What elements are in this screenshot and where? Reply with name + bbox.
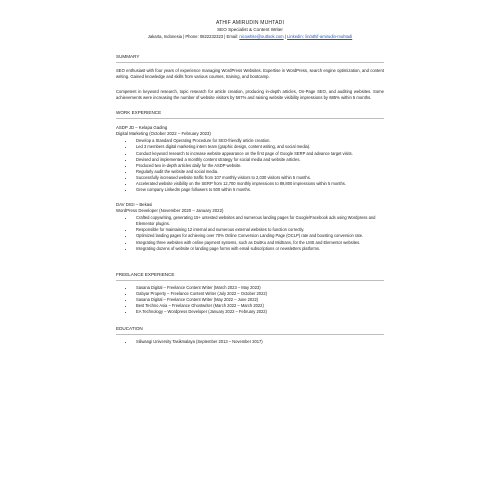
job-company: ASDP JD – Kelapa Gading xyxy=(116,125,168,131)
email-link[interactable]: nicowhite@outlook.com xyxy=(239,33,284,39)
list-item: • Accelerated website visibility on the SERP from 12,700 monthly impressions to 89,800 impressions within 5 months. xyxy=(134,181,384,187)
contact-location-phone: Jakarta, Indonesia | Phone: 0822232323 | Email: xyxy=(147,33,240,39)
list-item: • Develop a Standard Operating Procedure for SEO-friendly article creation. xyxy=(134,138,384,144)
job-position: Digital Marketing (October 2022 – February 2023) xyxy=(116,131,211,137)
job-entry xyxy=(116,202,384,252)
list-item: • Best Techno Asia – Freelance Ghostwriter (March 2022 – March 2022) xyxy=(134,303,384,309)
summary-paragraph: Competent in keyword research, topic research for article creation, producing in-depth articles, On-Page SEO, and auditing websites. Some achievements were increasing the number of website visitors by 567% and raising website visibility impressions by 685% within 5 months. xyxy=(116,88,384,101)
list-item: • Integrating dozens of website or landing page forms with email subscriptions or newsletters platforms. xyxy=(134,246,384,252)
candidate-name: ATHIF AMIRUDIN MUHTADI xyxy=(215,20,285,26)
job-company: DAV DIGI – Bekasi xyxy=(116,202,153,208)
resume-header xyxy=(116,20,384,40)
list-item: • Grew company LinkedIn page followers to 500 within 5 months. xyxy=(134,187,384,193)
summary-heading: SUMMARY xyxy=(116,54,384,63)
list-item: • Devised and implemented a monthly content strategy for social media and website articles. xyxy=(134,157,384,163)
job-bullets xyxy=(116,215,384,252)
freelance-list xyxy=(116,285,384,315)
job-bullets xyxy=(116,138,384,193)
candidate-role: SEO Specialist & Content Writer xyxy=(217,27,283,32)
summary-paragraph: SEO enthusiast with four years of experience managing WordPress Websites. Expertise in WordPress, search engine optimization, and content writing. Gained knowledge and skills from various courses, training, and bootcamp. xyxy=(116,67,384,79)
list-item: • Responsible for maintaining 12 internal and numerous external websites to function correctly. xyxy=(134,227,384,233)
linkedin-link[interactable]: Linkedin: /in/athif-amirudin-muhtadi xyxy=(287,33,353,39)
list-item: • Integrating three websites with online payment systems, such as DuitKu and Midtrans, for the LMS and Elementor websites. xyxy=(134,240,384,246)
list-item: • Regularly audit the website and social media. xyxy=(134,169,384,175)
list-item: • Successfully increased website traffic from 107 monthly visitors to 2,030 visitors within 5 months. xyxy=(134,175,384,181)
job-position: WordPress Developer (November 2020 – January 2022) xyxy=(116,208,224,214)
list-item: • Sasana Digital – Freelance Content Writer (March 2023 – May 2023) xyxy=(134,285,384,291)
list-item: • EA Technology – Wordpress Developer (January 2022 – February 2022) xyxy=(134,309,384,315)
list-item: • Conduct keyword research to increase website appearance on the first page of Google SERP and advance target visits. xyxy=(134,151,384,157)
list-item: • Sasana Digital – Freelance Content Writer (May 2022 – June 2022) xyxy=(134,297,384,303)
list-item: • Crafted copywriting, generating 15+ untested websites and numerous landing pages for Google/Facebook ads using Wordpress and Elementor plugins. xyxy=(134,215,384,227)
education-list xyxy=(116,339,384,345)
list-item: • Led 3 members digital marketing intern team (graphic design, content writing, and social media). xyxy=(134,144,384,150)
contact-separator: | xyxy=(283,33,288,39)
list-item: • Gabyar Property – Freelance Content Writer (July 2022 – October 2022) xyxy=(134,291,384,297)
freelance-heading: FREELANCE EXPERIENCE xyxy=(116,272,384,281)
list-item: • Produced two in-depth articles daily for the ASDP website. xyxy=(134,163,384,169)
job-entry xyxy=(116,125,384,193)
education-heading: EDUCATION xyxy=(116,326,384,335)
work-heading: WORK EXPERIENCE xyxy=(116,110,384,119)
list-item: • Optimized landing pages for achieving over 70% Online Conversion Landing Page (OCLP) rate and boosting conversion rate. xyxy=(134,233,384,239)
contact-line xyxy=(116,34,384,40)
list-item: • Siliwangi University Tasikmalaya (September 2013 – November 2017) xyxy=(134,339,384,345)
